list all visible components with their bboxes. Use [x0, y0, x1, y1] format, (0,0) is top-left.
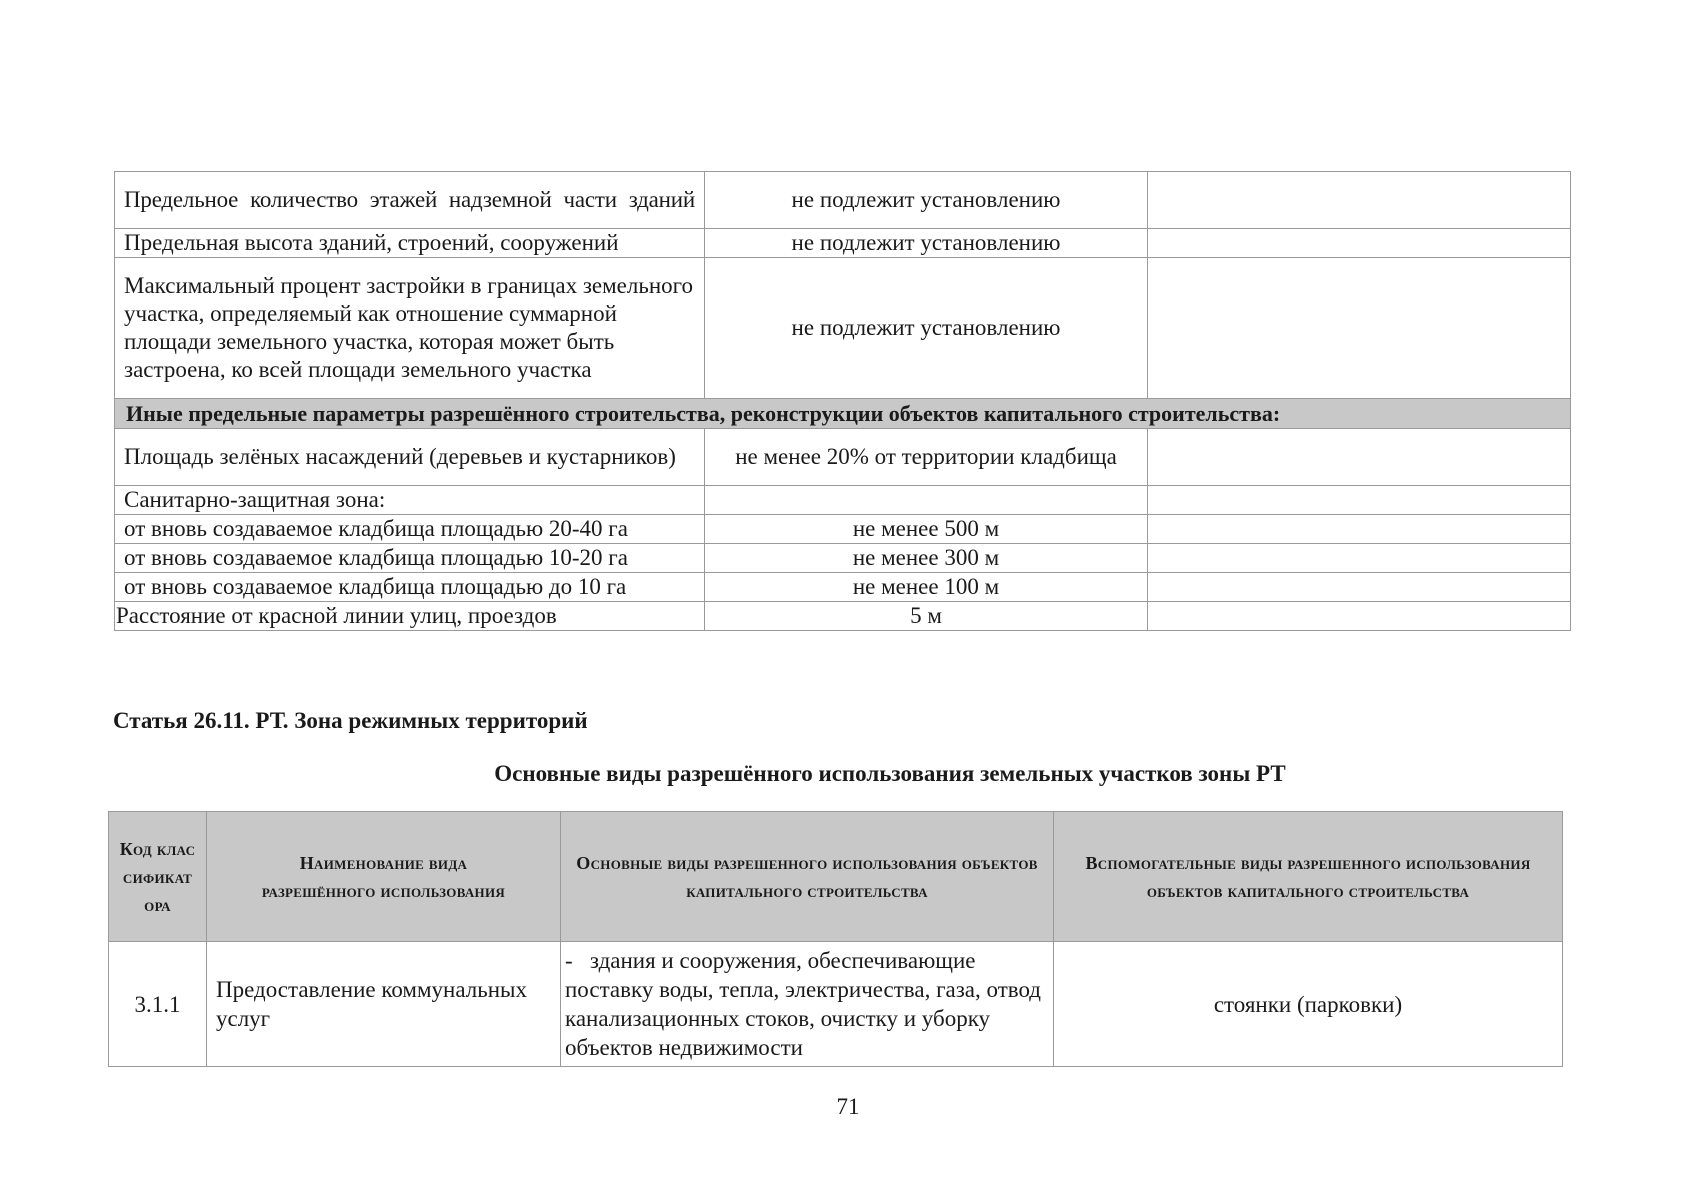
table-row	[115, 602, 1571, 631]
table-row	[115, 229, 1571, 258]
header-row	[109, 812, 1563, 942]
main-uses: - здания и сооружения, обеспечивающие поставку воды, тепла, электричества, газа, отвод канализационных стоков, очистку и уборку объектов недвижимости	[561, 942, 1054, 1067]
page-number: 71	[836, 1094, 860, 1119]
param-note	[1148, 172, 1571, 229]
param-label: Расстояние от красной линии улиц, проездов	[115, 602, 705, 631]
table-row	[115, 258, 1571, 399]
param-value: не менее 300 м	[705, 544, 1148, 573]
param-label: Предельная высота зданий, строений, сооружений	[115, 229, 705, 258]
param-label: от вновь создаваемое кладбища площадью 20-40 га	[115, 515, 705, 544]
use-name: Предоставление коммунальных услуг	[207, 942, 561, 1067]
permitted-uses-table	[108, 811, 1563, 1067]
header-aux-uses: Вспомогательные виды разрешенного использования объектов капитального строительства	[1054, 812, 1563, 942]
param-note	[1148, 229, 1571, 258]
aux-uses: стоянки (парковки)	[1054, 942, 1563, 1067]
param-label: от вновь создаваемое кладбища площадью 10-20 га	[115, 544, 705, 573]
param-value: не менее 20% от территории кладбища	[705, 429, 1148, 486]
param-label: от вновь создаваемое кладбища площадью до 10 га	[115, 573, 705, 602]
param-label: Предельное количество этажей надземной части зданий	[115, 172, 705, 229]
parameters-table	[114, 171, 1571, 631]
table-row	[115, 486, 1571, 515]
param-note	[1148, 573, 1571, 602]
param-value: не подлежит установлению	[705, 229, 1148, 258]
param-label: Максимальный процент застройки в границах земельного участка, определяемый как отношение суммарной площади земельного участка, которая может быть застроена, ко всей площади земельного участка	[115, 258, 705, 399]
table-row	[115, 544, 1571, 573]
param-value: 5 м	[705, 602, 1148, 631]
param-note	[1148, 602, 1571, 631]
use-code: 3.1.1	[109, 942, 207, 1067]
param-note	[1148, 515, 1571, 544]
param-label: Площадь зелёных насаждений (деревьев и кустарников)	[115, 429, 705, 486]
table-row	[109, 942, 1563, 1067]
param-note	[1148, 258, 1571, 399]
param-note	[1148, 486, 1571, 515]
param-note	[1148, 429, 1571, 486]
param-value	[705, 486, 1148, 515]
param-value: не подлежит установлению	[705, 172, 1148, 229]
param-label: Санитарно-защитная зона:	[115, 486, 705, 515]
table-row	[115, 429, 1571, 486]
param-value: не менее 100 м	[705, 573, 1148, 602]
header-main-uses: Основные виды разрешенного использования объектов капитального строительства	[561, 812, 1054, 942]
header-code: Код классификатора	[109, 812, 207, 942]
section-header: Иные предельные параметры разрешённого строительства, реконструкции объектов капитального строительства:	[115, 399, 1571, 429]
table-row	[115, 515, 1571, 544]
param-note	[1148, 544, 1571, 573]
header-name: Наименование вида разрешённого использования	[207, 812, 561, 942]
article-title: Статья 26.11. РТ. Зона режимных территорий	[113, 708, 588, 733]
table-title: Основные виды разрешённого использования земельных участков зоны РТ	[494, 761, 1286, 786]
table-row	[115, 573, 1571, 602]
param-value: не менее 500 м	[705, 515, 1148, 544]
table-row	[115, 172, 1571, 229]
param-value: не подлежит установлению	[705, 258, 1148, 399]
section-header-row	[115, 399, 1571, 429]
